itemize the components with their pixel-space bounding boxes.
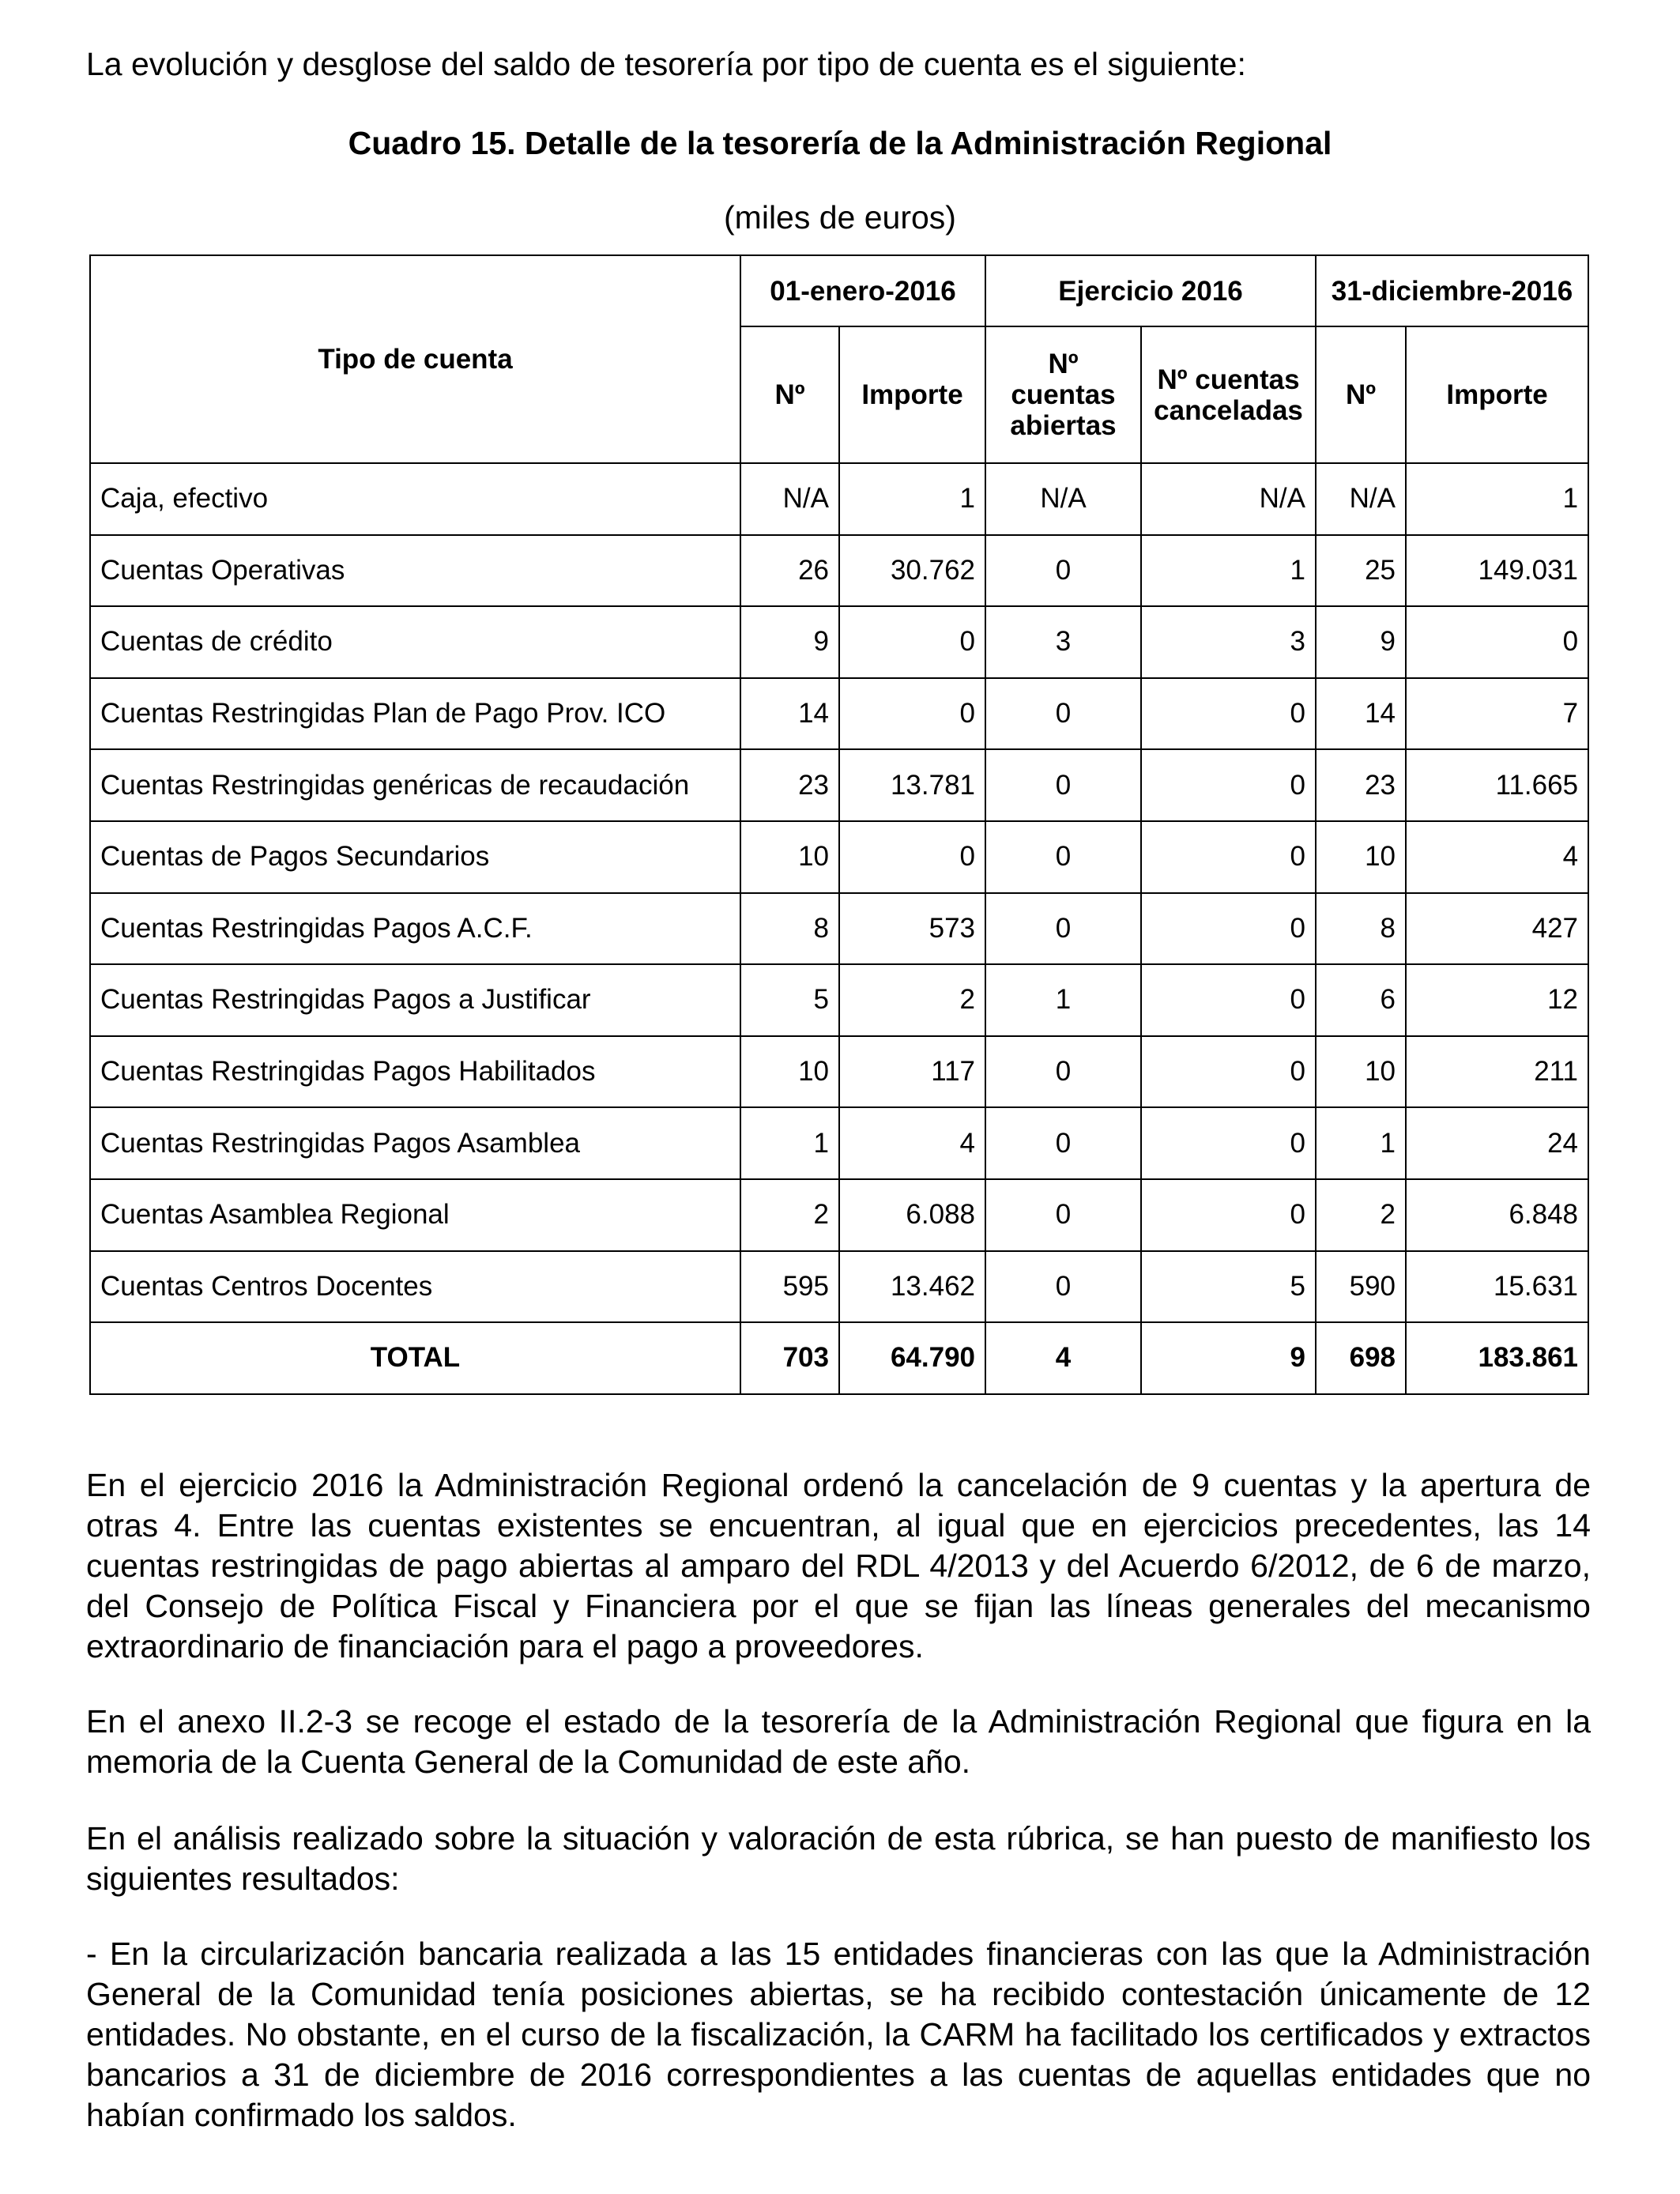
- cell-abiertas: 0: [985, 749, 1141, 821]
- total-cell-canceladas: 9: [1141, 1322, 1316, 1394]
- header-row-groups: [90, 255, 1588, 326]
- cell-n-end: 2: [1316, 1179, 1406, 1251]
- cell-n-start: N/A: [740, 463, 839, 535]
- cell-n-end: 25: [1316, 535, 1406, 607]
- cell-importe-end: 149.031: [1406, 535, 1588, 607]
- cell-n-start: 10: [740, 1036, 839, 1108]
- header-group-end: 31-diciembre-2016: [1316, 255, 1588, 326]
- total-cell-abiertas: 4: [985, 1322, 1141, 1394]
- total-cell-tipo: TOTAL: [90, 1322, 740, 1394]
- cell-abiertas: 0: [985, 1251, 1141, 1323]
- cell-n-end: 590: [1316, 1251, 1406, 1323]
- cell-canceladas: 0: [1141, 749, 1316, 821]
- cell-importe-end: 15.631: [1406, 1251, 1588, 1323]
- header-importe-start: Importe: [839, 326, 985, 463]
- cell-canceladas: 0: [1141, 1107, 1316, 1179]
- cell-importe-start: 0: [839, 821, 985, 893]
- cell-importe-start: 30.762: [839, 535, 985, 607]
- cell-abiertas: 1: [985, 964, 1141, 1036]
- cell-n-end: 23: [1316, 749, 1406, 821]
- cell-tipo: Cuentas Centros Docentes: [90, 1251, 740, 1323]
- cell-importe-end: 12: [1406, 964, 1588, 1036]
- table-units: (miles de euros): [724, 199, 956, 236]
- cell-abiertas: 3: [985, 606, 1141, 678]
- header-n-end: Nº: [1316, 326, 1406, 463]
- cell-importe-start: 0: [839, 606, 985, 678]
- table-row: [90, 749, 1588, 821]
- cell-importe-start: 573: [839, 893, 985, 965]
- cell-tipo: Cuentas Restringidas genéricas de recaudación: [90, 749, 740, 821]
- cell-n-end: 1: [1316, 1107, 1406, 1179]
- cell-abiertas: 0: [985, 535, 1141, 607]
- cell-importe-end: 0: [1406, 606, 1588, 678]
- cell-n-start: 23: [740, 749, 839, 821]
- cell-tipo: Cuentas Restringidas Pagos Habilitados: [90, 1036, 740, 1108]
- cell-tipo: Cuentas Restringidas Pagos a Justificar: [90, 964, 740, 1036]
- cell-canceladas: 5: [1141, 1251, 1316, 1323]
- paragraph-3: En el análisis realizado sobre la situación y valoración de esta rúbrica, se han puesto de manifiesto los siguientes resultados:: [86, 1820, 1591, 1897]
- cell-importe-end: 24: [1406, 1107, 1588, 1179]
- cell-n-start: 1: [740, 1107, 839, 1179]
- table-row: [90, 893, 1588, 965]
- header-tipo: Tipo de cuenta: [90, 255, 740, 463]
- cell-importe-end: 211: [1406, 1036, 1588, 1108]
- cell-canceladas: 0: [1141, 1179, 1316, 1251]
- header-abiertas: Nº cuentas abiertas: [985, 326, 1141, 463]
- cell-importe-start: 2: [839, 964, 985, 1036]
- cell-n-end: N/A: [1316, 463, 1406, 535]
- cell-importe-end: 6.848: [1406, 1179, 1588, 1251]
- total-row: [90, 1322, 1588, 1394]
- cell-abiertas: 0: [985, 1179, 1141, 1251]
- cell-importe-end: 427: [1406, 893, 1588, 965]
- cell-importe-start: 4: [839, 1107, 985, 1179]
- cell-abiertas: 0: [985, 1107, 1141, 1179]
- cell-canceladas: 0: [1141, 964, 1316, 1036]
- header-group-year: Ejercicio 2016: [985, 255, 1316, 326]
- cell-n-start: 10: [740, 821, 839, 893]
- table-row: [90, 1036, 1588, 1108]
- cell-abiertas: 0: [985, 821, 1141, 893]
- total-cell-n-start: 703: [740, 1322, 839, 1394]
- total-cell-importe-end: 183.861: [1406, 1322, 1588, 1394]
- paragraph-4: - En la circularización bancaria realizada a las 15 entidades financieras con las que la Administración General de la Comunidad tenía posiciones abiertas, se ha recibido contestación únicamente de 12 entidades. No obstante, en el curso de la fiscalización, la CARM ha facilitado los certificados y extractos bancarios a 31 de diciembre de 2016 correspondientes a las cuentas de aquellas entidades que no habían confirmado los saldos.: [86, 1936, 1591, 2133]
- cell-abiertas: 0: [985, 678, 1141, 750]
- table-row: [90, 821, 1588, 893]
- table-row: [90, 535, 1588, 607]
- cell-n-end: 8: [1316, 893, 1406, 965]
- cell-importe-start: 117: [839, 1036, 985, 1108]
- cell-tipo: Cuentas de Pagos Secundarios: [90, 821, 740, 893]
- cell-importe-end: 11.665: [1406, 749, 1588, 821]
- table-row: [90, 463, 1588, 535]
- total-cell-importe-start: 64.790: [839, 1322, 985, 1394]
- cell-tipo: Caja, efectivo: [90, 463, 740, 535]
- cell-abiertas: N/A: [985, 463, 1141, 535]
- table-row: [90, 964, 1588, 1036]
- cell-canceladas: 0: [1141, 678, 1316, 750]
- table-row: [90, 1107, 1588, 1179]
- cell-canceladas: 1: [1141, 535, 1316, 607]
- cell-importe-start: 13.781: [839, 749, 985, 821]
- cell-n-start: 8: [740, 893, 839, 965]
- cell-tipo: Cuentas Asamblea Regional: [90, 1179, 740, 1251]
- table-row: [90, 606, 1588, 678]
- table-title: Cuadro 15. Detalle de la tesorería de la Administración Regional: [348, 125, 1332, 161]
- cell-n-end: 14: [1316, 678, 1406, 750]
- header-importe-end: Importe: [1406, 326, 1588, 463]
- cell-n-start: 26: [740, 535, 839, 607]
- cell-canceladas: 0: [1141, 1036, 1316, 1108]
- cell-canceladas: N/A: [1141, 463, 1316, 535]
- cell-importe-end: 1: [1406, 463, 1588, 535]
- cell-importe-start: 1: [839, 463, 985, 535]
- cell-canceladas: 0: [1141, 893, 1316, 965]
- cell-n-start: 9: [740, 606, 839, 678]
- paragraph-2: En el anexo II.2-3 se recoge el estado de la tesorería de la Administración Regional que figura en la memoria de la Cuenta General de la Comunidad de este año.: [86, 1703, 1591, 1780]
- header-canceladas: Nº cuentas canceladas: [1141, 326, 1316, 463]
- intro-text: La evolución y desglose del saldo de tesorería por tipo de cuenta es el siguiente:: [86, 46, 1246, 82]
- total-cell-n-end: 698: [1316, 1322, 1406, 1394]
- cell-tipo: Cuentas Restringidas Plan de Pago Prov. ICO: [90, 678, 740, 750]
- cell-tipo: Cuentas de crédito: [90, 606, 740, 678]
- cell-importe-end: 7: [1406, 678, 1588, 750]
- header-n-start: Nº: [740, 326, 839, 463]
- cell-canceladas: 3: [1141, 606, 1316, 678]
- cell-tipo: Cuentas Restringidas Pagos Asamblea: [90, 1107, 740, 1179]
- cell-n-start: 2: [740, 1179, 839, 1251]
- cell-n-start: 595: [740, 1251, 839, 1323]
- cell-n-end: 10: [1316, 1036, 1406, 1108]
- cell-n-end: 6: [1316, 964, 1406, 1036]
- cell-tipo: Cuentas Restringidas Pagos A.C.F.: [90, 893, 740, 965]
- cell-importe-start: 6.088: [839, 1179, 985, 1251]
- paragraph-1: En el ejercicio 2016 la Administración Regional ordenó la cancelación de 9 cuentas y la apertura de otras 4. Entre las cuentas existentes se encuentran, al igual que en ejercicios precedentes, las 14 cuentas restringidas de pago abiertas al amparo del RDL 4/2013 y del Acuerdo 6/2012, de 6 de marzo, del Consejo de Política Fiscal y Financiera por el que se fijan las líneas generales del mecanismo extraordinario de financiación para el pago a proveedores.: [86, 1467, 1591, 1664]
- cell-canceladas: 0: [1141, 821, 1316, 893]
- treasury-table: [89, 254, 1589, 1395]
- cell-n-start: 5: [740, 964, 839, 1036]
- cell-abiertas: 0: [985, 1036, 1141, 1108]
- cell-n-end: 9: [1316, 606, 1406, 678]
- cell-abiertas: 0: [985, 893, 1141, 965]
- cell-importe-start: 0: [839, 678, 985, 750]
- table-row: [90, 678, 1588, 750]
- table-row: [90, 1251, 1588, 1323]
- table-body: [90, 463, 1588, 1394]
- table-row: [90, 1179, 1588, 1251]
- cell-n-start: 14: [740, 678, 839, 750]
- cell-importe-start: 13.462: [839, 1251, 985, 1323]
- cell-importe-end: 4: [1406, 821, 1588, 893]
- cell-tipo: Cuentas Operativas: [90, 535, 740, 607]
- header-group-start: 01-enero-2016: [740, 255, 985, 326]
- cell-n-end: 10: [1316, 821, 1406, 893]
